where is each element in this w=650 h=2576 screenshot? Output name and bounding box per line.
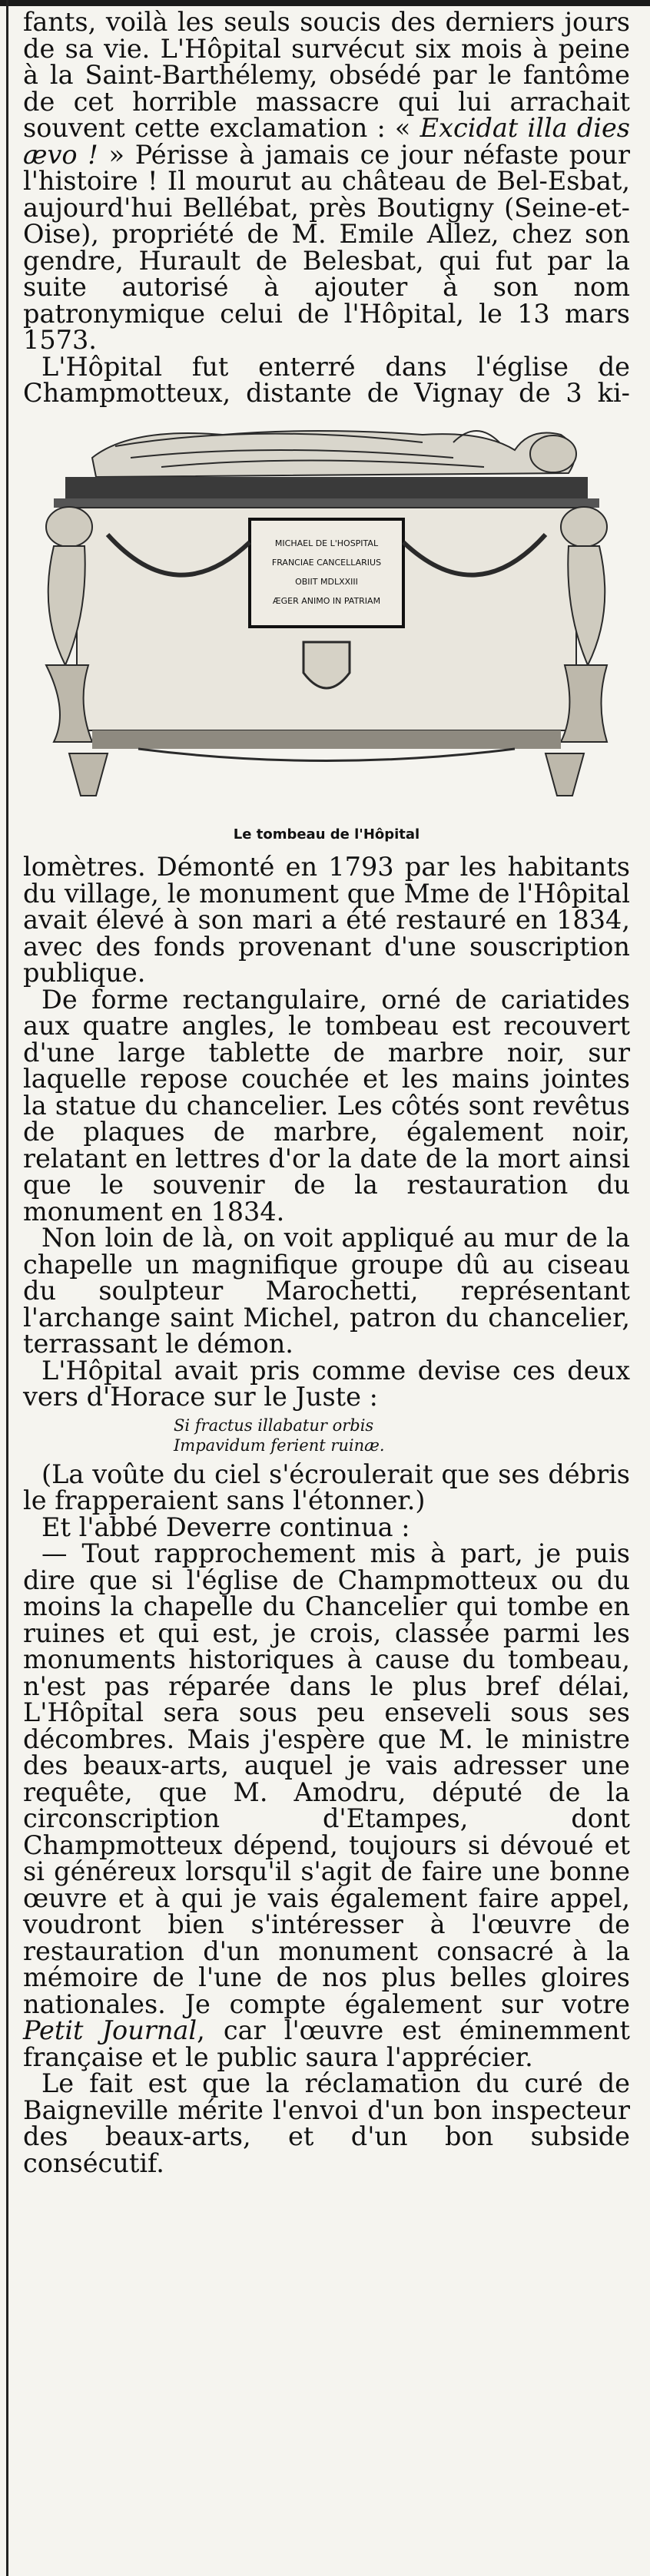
paragraph-death-text-b: » Périsse à jamais ce jour néfaste pour l'histoire ! Il mourut au château de Bel-Esbat, aujourd'hui Bellébat, près Boutigny (Seine-et-Oise), propriété de M. Emile Allez, chez son gendre, Hurault de Belesbat, qui fut par la suite autorisé à ajouter à son nom patronymique celui de l'Hôpital, le 13 mars 1573. bbox=[23, 139, 631, 355]
paragraph-appeal bbox=[23, 1538, 630, 2072]
paragraph-translation: (La voûte du ciel s'écroulerait que ses débris le frapperaient sans l'étonner.) bbox=[23, 1459, 630, 1515]
paragraph-description: De forme rectangulaire, orné de cariatides aux quatre angles, le tombeau est recouvert d'une large tablette de marbre noir, sur laquelle repose couchée et les mains jointes la statue du chancelier. Les côtés sont revêtus de plaques de marbre, également noir, relatant en lettres d'or la date de la mort ainsi que le souvenir de la restauration du monument en 1834. bbox=[23, 984, 630, 1227]
figure-caption: Le tombeau de l'Hôpital bbox=[233, 826, 420, 843]
column-rule bbox=[6, 0, 8, 2576]
paragraph-conclusion: Le fait est que la réclamation du curé de Baigneville mérite l'envoi d'un bon inspecteur des beaux-arts, et d'un bon subside consécutif. bbox=[23, 2068, 630, 2178]
newspaper-title: Petit Journal bbox=[23, 2015, 197, 2045]
paragraph-motto: L'Hôpital avait pris comme devise ces deux vers d'Horace sur le Juste : bbox=[23, 1355, 630, 1412]
top-rule bbox=[0, 0, 650, 6]
inscription-plaque bbox=[250, 519, 403, 627]
tomb-base bbox=[92, 730, 561, 749]
verse-line: Impavidum ferient ruinæ. bbox=[174, 1435, 385, 1455]
paragraph-marochetti: Non loin de là, on voit appliqué au mur de la chapelle un magnifique groupe dû au ciseau du soulpteur Marochetti, représentant l'archange saint Michel, patron du chancelier, terrassant le démon. bbox=[23, 1223, 630, 1359]
plaque-line: OBIIT MDLXXIII bbox=[295, 576, 358, 587]
paragraph-death bbox=[23, 9, 630, 354]
marble-tablet bbox=[65, 477, 588, 498]
plaque-line: MICHAEL DE L'HOSPITAL bbox=[274, 538, 379, 548]
plaque-line: FRANCIAE CANCELLARIUS bbox=[271, 557, 382, 568]
paragraph-appeal-text-a: — Tout rapprochement mis à part, je puis dire que si l'église de Champmotteux ou du moins la chapelle du Chancelier qui tombe en ruines et qui est, je crois, classée parmi les monuments historiques à cause du tombeau, n'est pas réparée dans le plus bref délai, L'Hôpital sera sous peu enseveli sous ses décombres. Mais j'espère que M. le ministre des beaux-arts, auquel je vais adresser une requête, que M. Amodru, député de la circonscription d'Etampes, dont Champmotteux dépend, toujours si dévoué et si généreux lorsqu'il s'agit de faire une bonne œuvre et à qui je vais également faire appel, voudront bien s'intéresser à l'œuvre de restauration d'un monument consacré à la mémoire de l'une de nos plus belles gloires nationales. Je compte également sur votre bbox=[23, 1538, 630, 2019]
paragraph-burial: L'Hôpital fut enterré dans l'église de Champmotteux, distante de Vignay de 3 ki- bbox=[23, 351, 630, 408]
verse-line: Si fractus illabatur orbis bbox=[174, 1415, 374, 1435]
latin-exclamation: Excidat illa dies ævo ! bbox=[23, 113, 630, 170]
tomb-engraving bbox=[23, 412, 630, 819]
paragraph-appeal-text-b: , car l'œuvre est éminemment française et le public saura l'apprécier. bbox=[23, 2015, 630, 2072]
paragraph-restoration: lomètres. Démonté en 1793 par les habitants du village, le monument que Mme de l'Hôpital avait élevé à son mari a été restauré en 1834, avec des fonds provenant d'une souscription publique. bbox=[23, 852, 630, 988]
article-column bbox=[23, 9, 630, 2177]
paragraph-continued: Et l'abbé Deverre continua : bbox=[41, 1511, 410, 1542]
horace-verse bbox=[23, 1415, 630, 1455]
tomb-illustration bbox=[23, 412, 630, 819]
heraldic-shield bbox=[303, 642, 350, 688]
paragraph-death-text-a: fants, voilà les seuls soucis des derniers jours de sa vie. L'Hôpital survécut six mois à peine à la Saint-Barthélemy, obsédé par le fantôme de cet horrible massacre qui lui arrachait souvent cette exclamation : « bbox=[23, 7, 630, 143]
plaque-line: ÆGER ANIMO IN PATRIAM bbox=[272, 595, 381, 606]
